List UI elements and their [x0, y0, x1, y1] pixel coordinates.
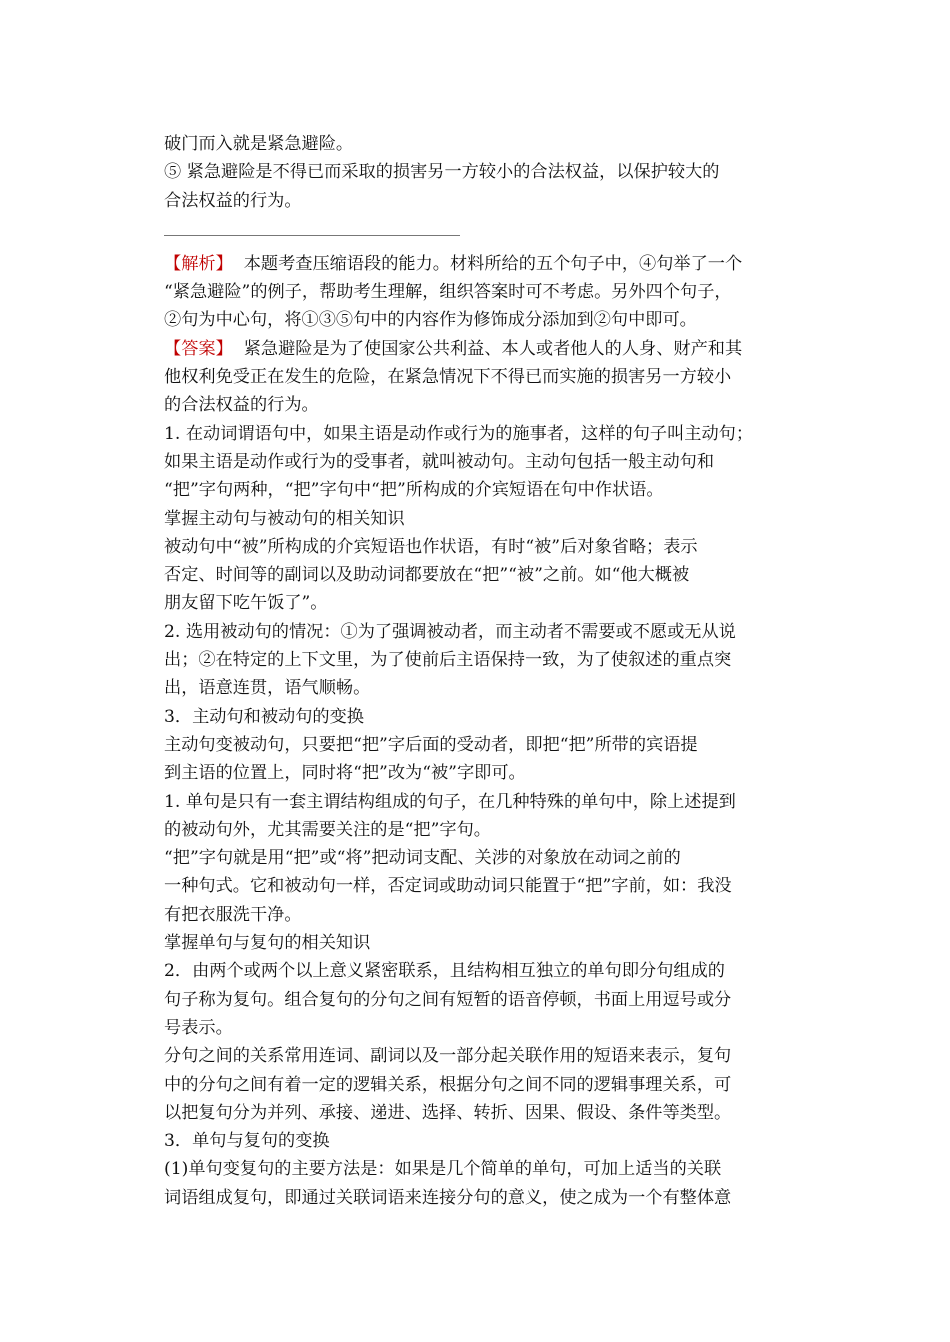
analysis-text: 本题考查压缩语段的能力。材料所给的五个句子中，④句举了一个 [232, 253, 743, 274]
analysis-line: ②句为中心句，将①③⑤句中的内容作为修饰成分添加到②句中即可。 [164, 310, 697, 331]
section-divider [164, 235, 460, 236]
text-line: 分句之间的关系常用连词、副词以及一部分起关联作用的短语来表示，复句 [164, 1046, 732, 1067]
section-heading: 掌握主动句与被动句的相关知识 [164, 508, 405, 529]
text-line: ⑤ 紧急避险是不得已而采取的损害另一方较小的合法权益，以保护较大的 [164, 162, 720, 183]
text-line: 的被动句外，尤其需要关注的是“把”字句。 [164, 819, 491, 840]
text-line: 2．由两个或两个以上意义紧密联系，且结构相互独立的单句即分句组成的 [164, 961, 725, 982]
answer-line: 的合法权益的行为。 [164, 395, 319, 416]
text-line: 如果主语是动作或行为的受事者，就叫被动句。主动句包括一般主动句和 [164, 451, 715, 472]
text-line: 1. 在动词谓语句中，如果主语是动作或行为的施事者，这样的句子叫主动句； [164, 423, 754, 444]
section-heading: 3．主动句和被动句的变换 [164, 706, 364, 727]
text-line: 出，语意连贯，语气顺畅。 [164, 678, 371, 699]
text-line: (1)单句变复句的主要方法是：如果是几个简单的单句，可加上适当的关联 [164, 1159, 722, 1180]
text-line: 号表示。 [164, 1017, 233, 1038]
text-line: 被动句中“被”所构成的介宾短语也作状语，有时“被”后对象省略；表示 [164, 536, 698, 557]
text-line: 一种句式。它和被动句一样，否定词或助动词只能置于“把”字前，如：我没 [164, 876, 732, 897]
text-line: 有把衣服洗干净。 [164, 904, 302, 925]
analysis-line: “紧急避险”的例子，帮助考生理解，组织答案时可不考虑。另外四个句子， [164, 282, 732, 303]
text-line: “把”字句就是用“把”或“将”把动词支配、关涉的对象放在动词之前的 [164, 848, 681, 869]
analysis-tag: 【解析】 [164, 253, 233, 274]
text-line: 句子称为复句。组合复句的分句之间有短暂的语音停顿，书面上用逗号或分 [164, 989, 732, 1010]
text-line: 1. 单句是只有一套主谓结构组成的句子，在几种特殊的单句中，除上述提到 [164, 791, 736, 812]
text-line: 中的分句之间有着一定的逻辑关系，根据分句之间不同的逻辑事理关系，可 [164, 1074, 732, 1095]
text-line: 2. 选用被动句的情况：①为了强调被动者，而主动者不需要或不愿或无从说 [164, 621, 736, 642]
answer-line: 他权利免受正在发生的危险，在紧急情况下不得已而实施的损害另一方较小 [164, 367, 732, 388]
text-line: 到主语的位置上，同时将“把”改为“被”字即可。 [164, 763, 526, 784]
document-body [164, 130, 796, 1212]
text-line: 破门而入就是紧急避险。 [164, 134, 354, 154]
section-heading: 掌握单句与复句的相关知识 [164, 933, 371, 954]
text-line: 合法权益的行为。 [164, 190, 302, 211]
analysis-line [164, 250, 796, 278]
text-line: 出；②在特定的上下文里，为了使前后主语保持一致，为了使叙述的重点突 [164, 650, 732, 671]
text-line: 否定、时间等的副词以及助动词都要放在“把”“被”之前。如“他大概被 [164, 565, 690, 586]
text-line: 以把复句分为并列、承接、递进、选择、转折、因果、假设、条件等类型。 [164, 1102, 732, 1123]
text-line: 词语组成复句，即通过关联词语来连接分句的意义，使之成为一个有整体意 [164, 1187, 732, 1208]
answer-text: 紧急避险是为了使国家公共利益、本人或者他人的人身、财产和其 [232, 338, 743, 359]
answer-tag: 【答案】 [164, 338, 233, 359]
text-line: 朋友留下吃午饭了”。 [164, 593, 328, 614]
text-line: “把”字句两种，“把”字句中“把”所构成的介宾短语在句中作状语。 [164, 480, 664, 501]
text-line: 主动句变被动句，只要把“把”字后面的受动者，即把“把”所带的宾语提 [164, 734, 698, 755]
answer-line [164, 335, 796, 363]
section-heading: 3．单句与复句的变换 [164, 1131, 330, 1152]
